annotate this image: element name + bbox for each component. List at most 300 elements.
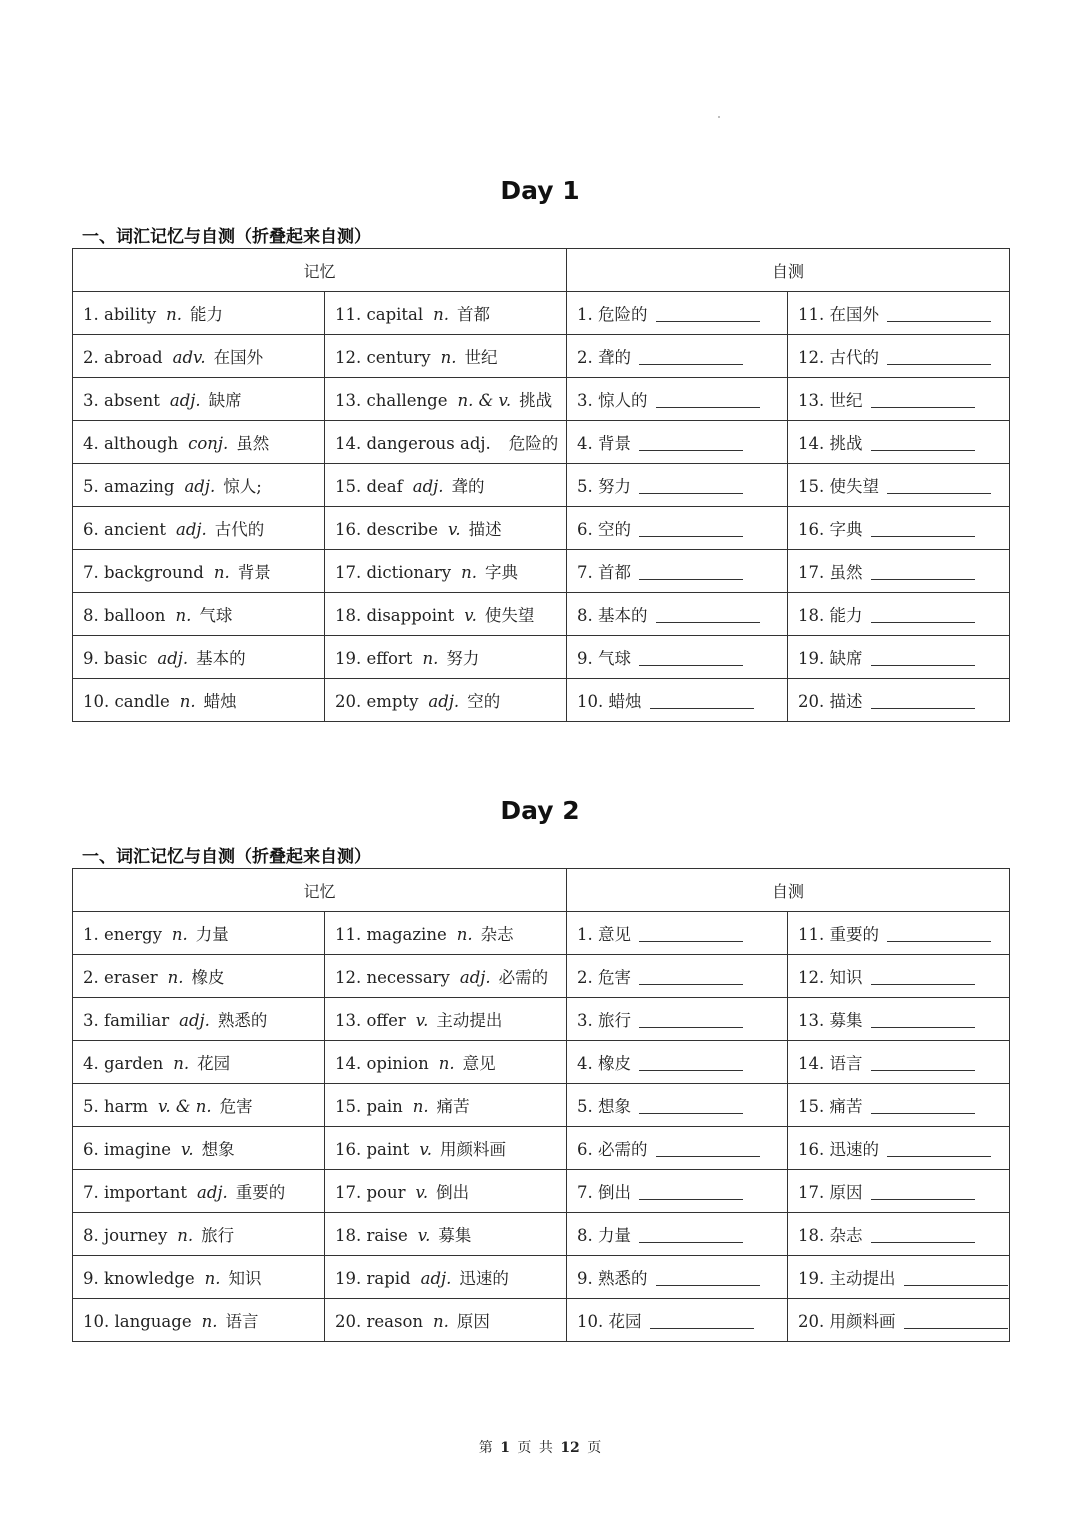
part-of-speech: n. [213,563,230,582]
memory-cell [73,955,325,998]
answer-blank[interactable] [871,1011,975,1028]
answer-blank[interactable] [639,1097,743,1114]
vocab-word: 20. reason [335,1312,424,1331]
part-of-speech: adj. [157,649,189,668]
part-of-speech: adj. [412,477,444,496]
table-row [73,1213,1010,1256]
test-cell [788,593,1010,636]
memory-cell [325,378,567,421]
test-cell [788,378,1010,421]
test-prompt: 9. 熟悉的 [577,1269,648,1288]
answer-blank[interactable] [887,305,991,322]
test-prompt: 5. 努力 [577,477,632,496]
chinese-meaning: 背景 [237,563,271,582]
memory-cell [73,335,325,378]
vocab-word: 3. familiar [83,1011,170,1030]
test-prompt: 2. 危害 [577,968,632,987]
test-cell [788,1299,1010,1342]
part-of-speech: adj. [179,1011,210,1030]
vocab-word: 10. language [83,1312,192,1331]
memory-cell [73,378,325,421]
test-prompt: 11. 重要的 [798,925,880,944]
memory-cell [73,593,325,636]
part-of-speech: v. [417,1226,431,1245]
answer-blank[interactable] [871,606,975,623]
vocab-word: 7. important [83,1183,188,1202]
chinese-meaning: 危险的 [508,434,559,453]
vocab-word: 8. journey [83,1226,168,1245]
answer-blank[interactable] [656,1269,760,1286]
part-of-speech: v. & n. [158,1097,212,1116]
chinese-meaning: 痛苦 [436,1097,470,1116]
footer-prefix: 第 [478,1440,493,1456]
test-prompt: 7. 首都 [577,563,632,582]
test-prompt: 6. 空的 [577,520,632,539]
memory-cell [325,335,567,378]
test-prompt: 2. 聋的 [577,348,632,367]
memory-column-header: 记忆 [73,249,567,292]
test-prompt: 9. 气球 [577,649,632,668]
chinese-meaning: 募集 [438,1226,472,1245]
chinese-meaning: 使失望 [484,606,535,625]
table-row [73,292,1010,335]
test-cell [567,636,788,679]
answer-blank[interactable] [887,925,991,942]
table-row [73,378,1010,421]
chinese-meaning: 气球 [199,606,233,625]
vocab-word: 14. opinion [335,1054,429,1073]
vocab-word: 2. eraser [83,968,158,987]
memory-cell [73,1084,325,1127]
memory-cell [73,464,325,507]
memory-cell [73,550,325,593]
answer-blank[interactable] [871,391,975,408]
answer-blank[interactable] [871,434,975,451]
answer-blank[interactable] [887,477,991,494]
test-prompt: 10. 花园 [577,1312,642,1331]
part-of-speech: n. [179,692,196,711]
test-cell [567,1256,788,1299]
test-prompt: 11. 在国外 [798,305,880,324]
answer-blank[interactable] [650,692,754,709]
test-prompt: 20. 描述 [798,692,863,711]
part-of-speech: n. [440,348,457,367]
part-of-speech: n. [177,1226,194,1245]
answer-blank[interactable] [871,520,975,537]
test-cell [788,507,1010,550]
test-prompt: 12. 知识 [798,968,863,987]
test-cell [567,378,788,421]
chinese-meaning: 想象 [201,1140,235,1159]
part-of-speech: adj. [176,520,207,539]
chinese-meaning: 虽然 [236,434,270,453]
part-of-speech: n. [412,1097,429,1116]
table-row [73,1127,1010,1170]
test-cell [788,335,1010,378]
test-cell [567,292,788,335]
vocab-word: 8. balloon [83,606,166,625]
test-cell [567,1084,788,1127]
memory-cell [73,1041,325,1084]
test-column-header: 自测 [567,249,1010,292]
memory-cell [73,636,325,679]
answer-blank[interactable] [639,434,743,451]
test-prompt: 16. 字典 [798,520,863,539]
test-prompt: 20. 用颜料画 [798,1312,896,1331]
vocab-word: 10. candle [83,692,170,711]
memory-cell [73,1170,325,1213]
part-of-speech: adj. [420,1269,452,1288]
answer-blank[interactable] [639,1011,743,1028]
footer-page-number: 1 [500,1440,510,1456]
memory-cell [73,421,325,464]
part-of-speech: v. [448,520,461,539]
test-cell [567,335,788,378]
part-of-speech: adj. [459,968,491,987]
part-of-speech: adj. [428,692,460,711]
answer-blank[interactable] [656,606,760,623]
day-1-section-title: 一、词汇记忆与自测（折叠起来自测） [82,227,371,247]
test-cell [788,421,1010,464]
footer-suffix: 页 [587,1440,602,1456]
chinese-meaning: 倒出 [436,1183,470,1202]
vocab-word: 15. deaf [335,477,403,496]
table-row [73,1041,1010,1084]
vocab-word: 11. capital [335,305,424,324]
vocab-word: 9. basic [83,649,148,668]
memory-cell [325,593,567,636]
chinese-meaning: 空的 [467,692,501,711]
chinese-meaning: 努力 [446,649,480,668]
test-cell [788,679,1010,722]
part-of-speech: adj. [197,1183,228,1202]
answer-blank[interactable] [639,348,743,365]
vocab-word: 6. ancient [83,520,166,539]
test-column-header: 自测 [567,869,1010,912]
vocab-word: 12. century [335,348,431,367]
test-cell [788,1041,1010,1084]
chinese-meaning: 危害 [219,1097,253,1116]
table-row [73,912,1010,955]
day-2-section-title: 一、词汇记忆与自测（折叠起来自测） [82,847,371,867]
test-prompt: 14. 挑战 [798,434,863,453]
memory-cell [73,1299,325,1342]
test-prompt: 12. 古代的 [798,348,880,367]
table-row [73,550,1010,593]
answer-blank[interactable] [871,649,975,666]
vocab-word: 13. challenge [335,391,448,410]
test-cell [567,1213,788,1256]
answer-blank[interactable] [871,563,975,580]
memory-cell [325,1041,567,1084]
vocab-word: 20. empty [335,692,419,711]
test-prompt: 4. 背景 [577,434,632,453]
test-cell [788,636,1010,679]
vocab-word: 16. describe [335,520,439,539]
part-of-speech: v. [419,1140,433,1159]
footer-total-pages: 12 [560,1440,580,1456]
vocab-word: 1. ability [83,305,157,324]
test-cell [788,1213,1010,1256]
chinese-meaning: 熟悉的 [217,1011,268,1030]
part-of-speech: n. [422,649,439,668]
test-cell [567,1299,788,1342]
vocab-word: 12. necessary [335,968,450,987]
memory-cell [325,1084,567,1127]
memory-cell [73,292,325,335]
test-prompt: 10. 蜡烛 [577,692,642,711]
chinese-meaning: 能力 [190,305,224,324]
speck-mark [718,116,720,118]
answer-blank[interactable] [639,925,743,942]
answer-blank[interactable] [871,1226,975,1243]
chinese-meaning: 必需的 [498,968,549,987]
vocab-word: 4. garden [83,1054,164,1073]
vocab-word: 11. magazine [335,925,447,944]
table-row [73,679,1010,722]
test-cell [567,1041,788,1084]
chinese-meaning: 意见 [462,1054,496,1073]
table-row [73,1170,1010,1213]
table-row [73,593,1010,636]
test-prompt: 15. 使失望 [798,477,880,496]
vocab-word: 1. energy [83,925,162,944]
table-row [73,955,1010,998]
part-of-speech: v. [180,1140,194,1159]
chinese-meaning: 蜡烛 [203,692,237,711]
test-cell [788,912,1010,955]
table-row [73,1299,1010,1342]
vocab-word: 9. knowledge [83,1269,195,1288]
part-of-speech: n. [166,305,183,324]
part-of-speech: n. [461,563,477,582]
test-prompt: 18. 杂志 [798,1226,863,1245]
memory-cell [325,507,567,550]
answer-blank[interactable] [656,305,760,322]
chinese-meaning: 橡皮 [191,968,225,987]
answer-blank[interactable] [904,1269,1008,1286]
test-prompt: 1. 意见 [577,925,632,944]
vocab-word: 18. raise [335,1226,408,1245]
test-prompt: 13. 世纪 [798,391,863,410]
part-of-speech: n. [167,968,184,987]
answer-blank[interactable] [639,477,743,494]
memory-cell [325,679,567,722]
test-cell [567,679,788,722]
part-of-speech: n. [456,925,473,944]
answer-blank[interactable] [650,1312,754,1329]
memory-cell [325,464,567,507]
test-prompt: 5. 想象 [577,1097,632,1116]
memory-cell [325,955,567,998]
day-2-vocab-table [72,868,1010,1342]
chinese-meaning: 主动提出 [436,1011,503,1030]
test-prompt: 13. 募集 [798,1011,863,1030]
test-prompt: 8. 力量 [577,1226,632,1245]
chinese-meaning: 重要的 [235,1183,286,1202]
answer-blank[interactable] [871,692,975,709]
vocab-word: 17. dictionary [335,563,452,582]
test-prompt: 19. 主动提出 [798,1269,896,1288]
answer-blank[interactable] [871,1054,975,1071]
chinese-meaning: 惊人; [223,477,262,496]
vocab-word: 15. pain [335,1097,403,1116]
chinese-meaning: 缺席 [208,391,242,410]
answer-blank[interactable] [639,968,743,985]
vocab-word: 6. imagine [83,1140,171,1159]
part-of-speech: n. [171,925,188,944]
vocab-word: 4. although [83,434,179,453]
test-cell [567,421,788,464]
test-cell [788,1256,1010,1299]
test-cell [567,464,788,507]
test-cell [788,998,1010,1041]
test-prompt: 3. 惊人的 [577,391,648,410]
answer-blank[interactable] [639,1226,743,1243]
answer-blank[interactable] [639,649,743,666]
part-of-speech: n. & v. [457,391,512,410]
table-header-row [73,249,1010,292]
part-of-speech: n. [173,1054,190,1073]
day-1-vocab-table [72,248,1010,722]
day-2-title: Day 2 [500,796,580,825]
test-prompt: 4. 橡皮 [577,1054,632,1073]
memory-cell [73,1213,325,1256]
answer-blank[interactable] [639,1054,743,1071]
answer-blank[interactable] [639,563,743,580]
chinese-meaning: 旅行 [201,1226,235,1245]
test-cell [567,955,788,998]
vocab-word: 17. pour [335,1183,406,1202]
memory-cell [325,550,567,593]
vocab-word: 5. amazing [83,477,175,496]
memory-cell [73,1127,325,1170]
test-prompt: 17. 原因 [798,1183,863,1202]
table-row [73,464,1010,507]
test-prompt: 16. 迅速的 [798,1140,880,1159]
answer-blank[interactable] [871,1183,975,1200]
part-of-speech: conj. [188,434,229,453]
chinese-meaning: 字典 [484,563,518,582]
memory-cell [325,912,567,955]
chinese-meaning: 首都 [457,305,491,324]
test-prompt: 14. 语言 [798,1054,863,1073]
table-row [73,421,1010,464]
vocab-word: 7. background [83,563,204,582]
test-prompt: 1. 危险的 [577,305,648,324]
answer-blank[interactable] [887,348,991,365]
part-of-speech: v. [464,606,477,625]
part-of-speech: adj. [169,391,201,410]
chinese-meaning: 知识 [228,1269,262,1288]
chinese-meaning: 在国外 [213,348,264,367]
table-row [73,1256,1010,1299]
part-of-speech: n. [433,305,450,324]
chinese-meaning: 花园 [197,1054,231,1073]
table-row [73,507,1010,550]
vocab-word: 13. offer [335,1011,406,1030]
chinese-meaning: 语言 [225,1312,259,1331]
answer-blank[interactable] [639,520,743,537]
test-cell [788,292,1010,335]
vocab-word: 2. abroad [83,348,163,367]
memory-column-header: 记忆 [73,869,567,912]
part-of-speech: n. [175,606,192,625]
test-prompt: 6. 必需的 [577,1140,648,1159]
test-prompt: 18. 能力 [798,606,863,625]
part-of-speech: v. [415,1011,429,1030]
vocab-word: 5. harm [83,1097,148,1116]
test-cell [567,550,788,593]
answer-blank[interactable] [904,1312,1008,1329]
vocab-word: 16. paint [335,1140,410,1159]
vocab-word: 18. disappoint [335,606,455,625]
answer-blank[interactable] [656,1140,760,1157]
memory-cell [73,998,325,1041]
chinese-meaning: 杂志 [480,925,514,944]
chinese-meaning: 世纪 [464,348,498,367]
chinese-meaning: 迅速的 [459,1269,509,1288]
test-cell [788,550,1010,593]
memory-cell [73,507,325,550]
chinese-meaning: 用颜料画 [440,1140,507,1159]
vocab-word: 19. rapid [335,1269,411,1288]
answer-blank[interactable] [887,1140,991,1157]
answer-blank[interactable] [639,1183,743,1200]
test-cell [788,1170,1010,1213]
memory-cell [325,998,567,1041]
vocab-word: 19. effort [335,649,413,668]
part-of-speech: adv. [172,348,206,367]
memory-cell [73,679,325,722]
page-footer [0,1437,1080,1457]
test-cell [788,955,1010,998]
answer-blank[interactable] [656,391,760,408]
table-row [73,998,1010,1041]
test-cell [567,507,788,550]
memory-cell [325,1299,567,1342]
chinese-meaning: 聋的 [451,477,485,496]
test-prompt: 17. 虽然 [798,563,863,582]
memory-cell [325,292,567,335]
test-cell [788,1127,1010,1170]
test-cell [567,1127,788,1170]
test-prompt: 8. 基本的 [577,606,648,625]
part-of-speech: adj. [184,477,216,496]
vocab-word: 14. dangerous adj. [335,434,491,453]
answer-blank[interactable] [871,1097,975,1114]
memory-cell [325,421,567,464]
test-cell [788,1084,1010,1127]
test-cell [788,464,1010,507]
table-header-row [73,869,1010,912]
memory-cell [73,1256,325,1299]
part-of-speech: n. [438,1054,455,1073]
part-of-speech: n. [204,1269,221,1288]
answer-blank[interactable] [871,968,975,985]
day-1-title: Day 1 [500,176,580,205]
table-row [73,636,1010,679]
test-prompt: 7. 倒出 [577,1183,632,1202]
table-row [73,1084,1010,1127]
memory-cell [325,1127,567,1170]
chinese-meaning: 力量 [195,925,229,944]
chinese-meaning: 原因 [456,1312,490,1331]
footer-middle: 页 共 [517,1440,553,1456]
memory-cell [73,912,325,955]
test-prompt: 3. 旅行 [577,1011,632,1030]
test-prompt: 19. 缺席 [798,649,863,668]
